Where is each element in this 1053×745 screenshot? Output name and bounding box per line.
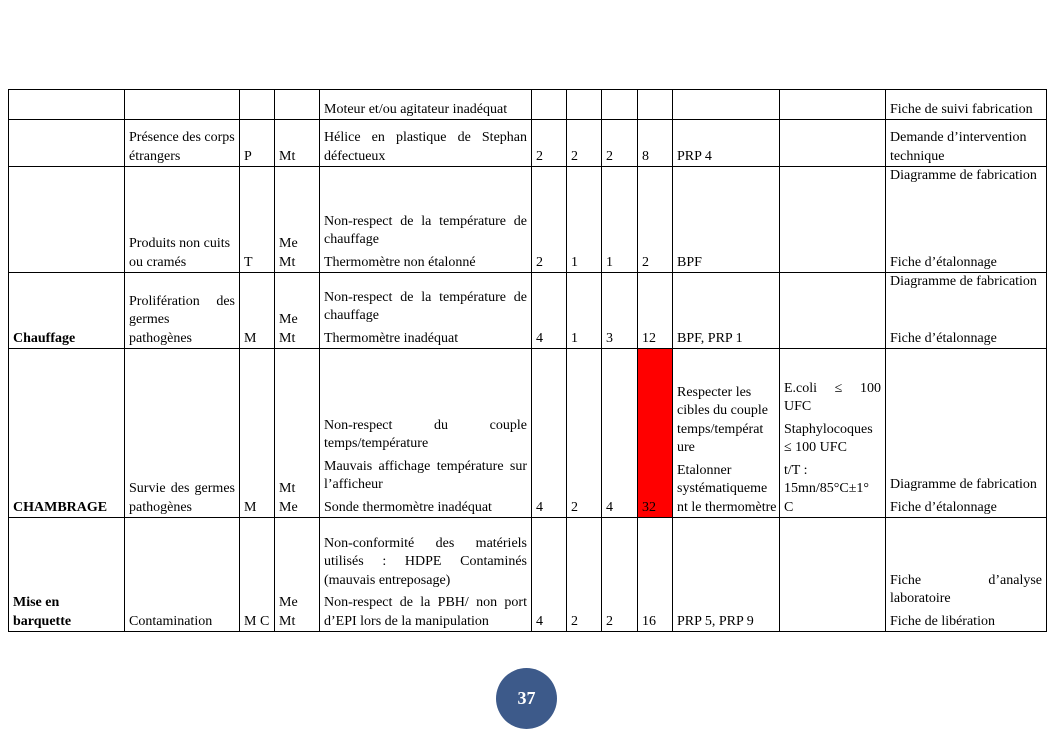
stage-cell: Chauffage (9, 273, 125, 349)
document-line: Diagramme de fabrication (890, 477, 1037, 492)
gravity-cell: 2 (532, 167, 567, 273)
cause-cell (320, 167, 532, 273)
measures-cell: PRP 4 (673, 120, 780, 167)
limit-line: Staphylocoques ≤ 100 UFC (784, 421, 873, 455)
5m-cell: Me Mt (275, 273, 320, 349)
danger-type-cell: T (240, 167, 275, 273)
cause-line: Non-respect de la température de chauffage (324, 289, 527, 323)
limits-cell (780, 120, 886, 167)
limits-cell (780, 518, 886, 632)
table-row (9, 349, 1047, 518)
documents-cell: Demande d’intervention technique (886, 120, 1047, 167)
cause-line: Sonde thermomètre inadéquat (324, 499, 492, 515)
danger-cell: Prolifération des germes pathogènes (125, 273, 240, 349)
detectability-cell: 1 (602, 167, 638, 273)
gravity-cell: 4 (532, 273, 567, 349)
criticality-cell (638, 90, 673, 120)
document-line: Fiche d’analyse laboratoire (890, 572, 1042, 606)
document-line: Fiche d’étalonnage (890, 499, 997, 515)
5m-cell: Mt Me (275, 349, 320, 518)
measures-cell: BPF, PRP 1 (673, 273, 780, 349)
document-line: Diagramme de fabrication (890, 168, 1037, 183)
haccp-analysis-table (8, 89, 1047, 632)
measures-cell: BPF (673, 167, 780, 273)
table-row (9, 167, 1047, 273)
criticality-cell-critical: 32 (638, 349, 673, 518)
cause-line: Non-respect du couple temps/température (324, 417, 527, 451)
danger-type-cell: M (240, 273, 275, 349)
limit-line: t/T : 15mn/85°C±1° C (784, 462, 869, 515)
frequency-cell (567, 90, 602, 120)
danger-type-cell: M C (240, 518, 275, 632)
gravity-cell: 4 (532, 518, 567, 632)
danger-cell (125, 90, 240, 120)
frequency-cell: 2 (567, 349, 602, 518)
limit-line: E.coli ≤ 100 UFC (784, 380, 881, 414)
document-line: Diagramme de fabrication (890, 274, 1037, 289)
page-number-badge (496, 668, 557, 729)
frequency-cell: 1 (567, 273, 602, 349)
gravity-cell (532, 90, 567, 120)
cause-line: Mauvais affichage température sur l’afficheur (324, 458, 527, 492)
frequency-cell: 2 (567, 518, 602, 632)
document-line: Fiche de libération (890, 613, 995, 629)
gravity-cell: 2 (532, 120, 567, 167)
frequency-cell: 1 (567, 167, 602, 273)
measures-cell (673, 90, 780, 120)
danger-cell: Contamination (125, 518, 240, 632)
stage-cell (9, 120, 125, 167)
table-row (9, 120, 1047, 167)
cause-cell (320, 518, 532, 632)
frequency-cell: 2 (567, 120, 602, 167)
detectability-cell: 4 (602, 349, 638, 518)
danger-type-cell: M (240, 349, 275, 518)
danger-type-cell: P (240, 120, 275, 167)
stage-cell: CHAMBRAGE (9, 349, 125, 518)
criticality-cell: 12 (638, 273, 673, 349)
documents-cell (886, 273, 1047, 349)
5m-cell: Me Mt (275, 167, 320, 273)
measures-cell (673, 349, 780, 518)
document-line: Fiche d’étalonnage (890, 330, 997, 346)
cause-cell (320, 273, 532, 349)
documents-cell (886, 518, 1047, 632)
5m-cell: Me Mt (275, 518, 320, 632)
detectability-cell: 3 (602, 273, 638, 349)
detectability-cell: 2 (602, 518, 638, 632)
stage-cell (9, 167, 125, 273)
measure-line: Respecter les cibles du couple temps/températ ure (677, 384, 768, 455)
measures-cell: PRP 5, PRP 9 (673, 518, 780, 632)
table-row (9, 90, 1047, 120)
limits-cell (780, 273, 886, 349)
cause-line: Non-conformité des matériels utilisés : HDPE Contaminés (mauvais entreposage) (324, 535, 527, 588)
page-number: 37 (517, 688, 536, 708)
documents-cell (886, 349, 1047, 518)
limits-cell (780, 167, 886, 273)
document-line: Fiche d’étalonnage (890, 254, 997, 270)
cause-cell: Moteur et/ou agitateur inadéquat (320, 90, 532, 120)
table-row (9, 518, 1047, 632)
gravity-cell: 4 (532, 349, 567, 518)
limits-cell (780, 349, 886, 518)
cause-line: Thermomètre non étalonné (324, 254, 476, 270)
cause-line: Non-respect de la température de chauffage (324, 213, 527, 247)
documents-cell: Fiche de suivi fabrication (886, 90, 1047, 120)
cause-line: Non-respect de la PBH/ non port d’EPI lors de la manipulation (324, 595, 527, 629)
5m-cell (275, 90, 320, 120)
stage-cell: Mise en barquette (9, 518, 125, 632)
detectability-cell (602, 90, 638, 120)
cause-cell: Hélice en plastique de Stephan défectueux (320, 120, 532, 167)
documents-cell (886, 167, 1047, 273)
table-row (9, 273, 1047, 349)
stage-cell (9, 90, 125, 120)
danger-cell: Survie des germes pathogènes (125, 349, 240, 518)
limits-cell (780, 90, 886, 120)
danger-cell: Produits non cuits ou cramés (125, 167, 240, 273)
detectability-cell: 2 (602, 120, 638, 167)
criticality-cell: 8 (638, 120, 673, 167)
criticality-cell: 2 (638, 167, 673, 273)
measure-line: Etalonner systématiqueme nt le thermomètre (677, 462, 777, 515)
cause-cell (320, 349, 532, 518)
cause-line: Thermomètre inadéquat (324, 330, 459, 346)
danger-cell: Présence des corps étrangers (125, 120, 240, 167)
criticality-cell: 16 (638, 518, 673, 632)
danger-type-cell (240, 90, 275, 120)
5m-cell: Mt (275, 120, 320, 167)
